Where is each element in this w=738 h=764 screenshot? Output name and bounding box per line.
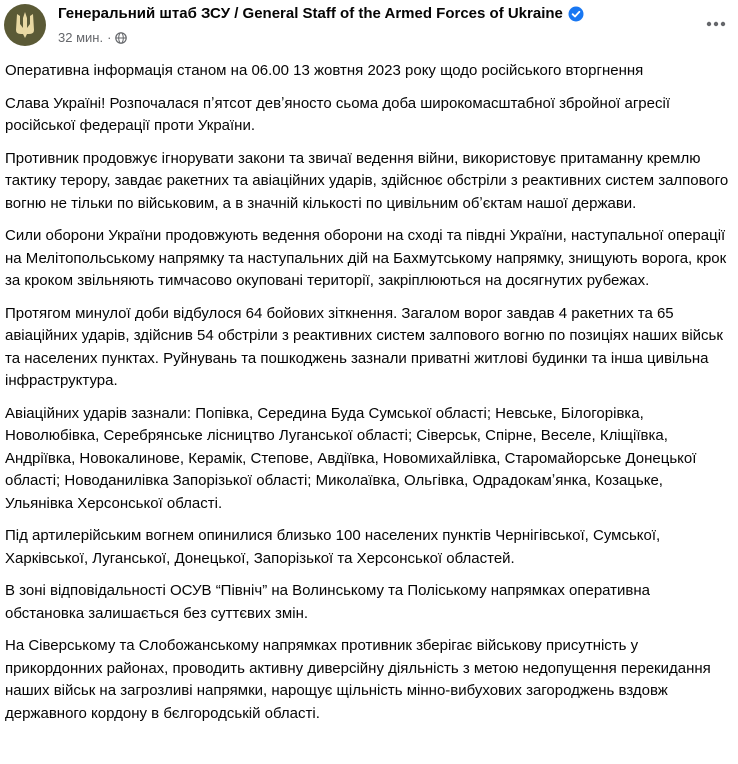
more-options-icon: [706, 21, 726, 27]
page-avatar[interactable]: [4, 4, 46, 46]
post-paragraph: Протягом минулої доби відбулося 64 бойових зіткнення. Загалом ворог завдав 4 ракетних та 65 авіаційних ударів, здійснив 54 обстріли з реактивних систем залпового вогню по позиціях наших військ та населених пунктах. Руйнувань та пошкоджень зазнали приватні житлові будинки та інша цивільна інфраструктура.: [5, 304, 723, 389]
more-options-button[interactable]: [700, 8, 732, 40]
post-paragraph: Сили оборони України продовжують ведення оборони на сході та півдні України, наступальної операції на Мелітопольському напрямку та наступальних дій на Бахмутському напрямку, знищують ворога, крок за кроком звільняють тимчасово окуповані території, закріплюються на досягнутих рубежах.: [5, 227, 727, 289]
post-paragraph: В зоні відповідальності ОСУВ “Північ” на Волинському та Поліському напрямках оперативна обстановка залишається без суттєвих змін.: [5, 582, 651, 622]
post-paragraph: Під артилерійським вогнем опинилися близько 100 населених пунктів Чернігівської, Сумської, Харківської, Луганської, Донецької, Запорізької та Херсонської областей.: [5, 527, 661, 567]
post-paragraph: На Сіверському та Слобожанському напрямках противник зберігає військову присутність у прикордонних районах, проводить активну диверсійну діяльність з метою недопущення перекидання наших військ на загрозливі напрямки, нарощує щільність мінно-вибухових загороджень вздовж державного кордону в бєлгородській області.: [5, 637, 711, 722]
post-paragraph: Противник продовжує ігнорувати закони та звичаї ведення війни, використовує притаманну кремлю тактику терору, завдає ракетних та авіаційних ударів, здійснює обстріли з реактивних систем залпового вогню не тільки по військовим, а в значній кількості по цивільним обʼєктам нашої держави.: [5, 149, 729, 212]
page-name-text[interactable]: Генеральний штаб ЗСУ / General Staff of the Armed Forces of Ukraine: [58, 5, 563, 22]
verified-badge-icon: [568, 6, 584, 22]
post-meta: [58, 30, 127, 45]
page-name-link[interactable]: [58, 5, 584, 22]
meta-separator: ·: [107, 30, 112, 45]
post-paragraph: Слава Україні! Розпочалася пʼятсот девʼяносто сьома доба широкомасштабної збройної агресії російської федерації проти України.: [5, 94, 670, 134]
post-text: [5, 60, 731, 735]
post-paragraph: Оперативна інформація станом на 06.00 13 жовтня 2023 року щодо російського вторгнення: [5, 62, 644, 79]
post-header: [0, 0, 738, 56]
trident-logo-icon: [12, 10, 38, 40]
post-paragraph: Авіаційних ударів зазнали: Попівка, Середина Буда Сумської області; Невське, Білогорівка, Новолюбівка, Серебрянське лісництво Луганської області; Сіверськ, Спірне, Веселе, Кліщіївка, Андріївка, Новокалинове, Керамік, Степове, Авдіївка, Новомихайлівка, Старомайорське Донецької області; Новоданилівка Запорізької області; Миколаївка, Ольгівка, Одрадокамʼянка, Козацьке, Ульянівка Херсонської області.: [5, 404, 697, 512]
post-timestamp[interactable]: 32 мин.: [58, 30, 104, 45]
globe-icon[interactable]: [115, 32, 127, 44]
